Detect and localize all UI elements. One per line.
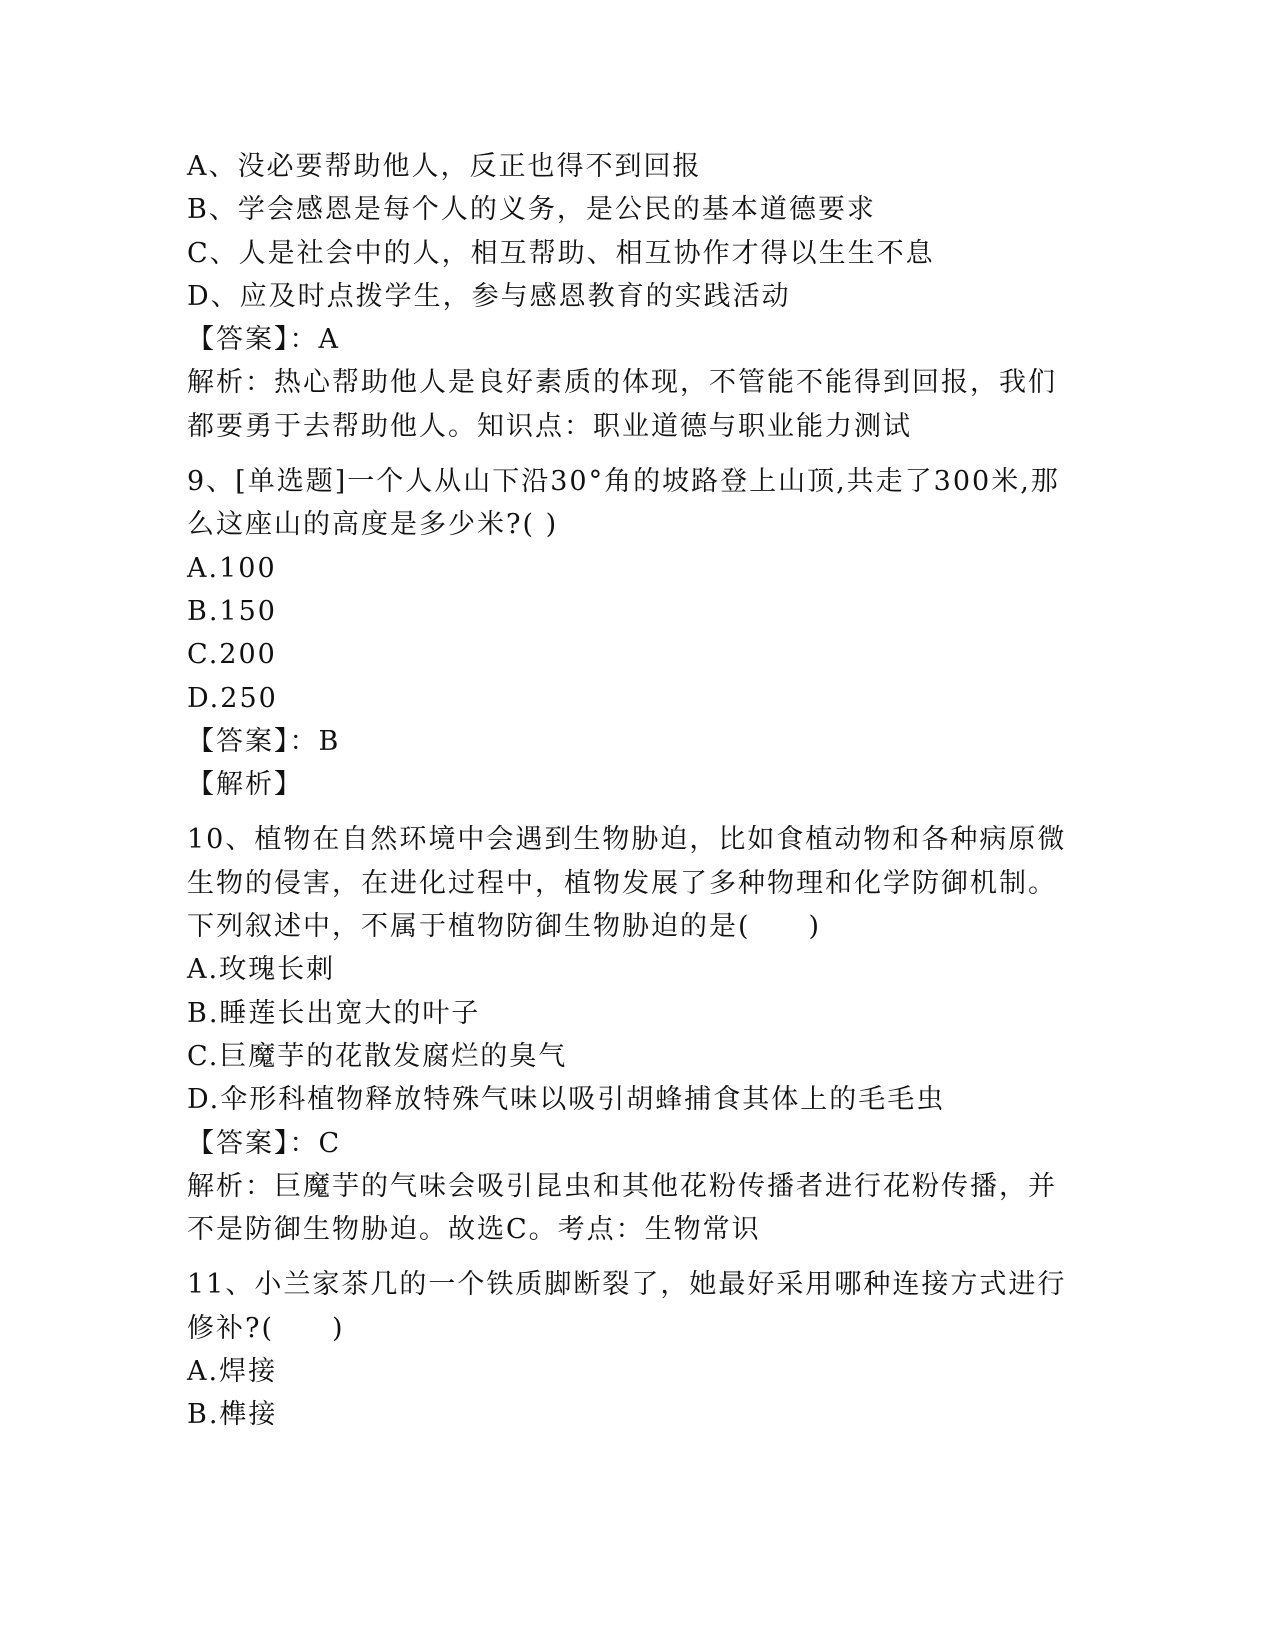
q9-answer: 【答案】：B bbox=[187, 725, 341, 757]
q9-question-line-1: 9、[单选题]一个人从山下沿30°角的坡路登上山顶,共走了300米,那 bbox=[187, 466, 1060, 498]
q8-option-d: D、应及时点拨学生，参与感恩教育的实践活动 bbox=[187, 280, 791, 312]
q8-answer: 【答案】：A bbox=[187, 324, 340, 356]
q8-analysis-line-2: 都要勇于去帮助他人。知识点：职业道德与职业能力测试 bbox=[187, 410, 912, 442]
q10-analysis-line-2: 不是防御生物胁迫。故选C。考点：生物常识 bbox=[187, 1214, 761, 1246]
question-8-block bbox=[187, 145, 1087, 448]
q10-question-line-1: 10、植物在自然环境中会遇到生物胁迫，比如食植动物和各种病原微 bbox=[187, 824, 1067, 856]
q9-option-b: B.150 bbox=[187, 595, 277, 627]
q10-answer: 【答案】：C bbox=[187, 1127, 342, 1159]
q10-question-line-2: 生物的侵害，在进化过程中，植物发展了多种物理和化学防御机制。 bbox=[187, 867, 1057, 899]
q8-option-a: A、没必要帮助他人，反正也得不到回报 bbox=[187, 151, 702, 182]
q11-question-line-1: 11、小兰家茶几的一个铁质脚断裂了，她最好采用哪种连接方式进行 bbox=[187, 1269, 1067, 1301]
q9-analysis-label: 【解析】 bbox=[187, 769, 303, 801]
q10-option-b: B.睡莲长出宽大的叶子 bbox=[187, 997, 481, 1029]
q9-option-a: A.100 bbox=[187, 552, 277, 584]
q9-option-d: D.250 bbox=[187, 682, 278, 714]
question-9-block bbox=[187, 460, 1087, 806]
q8-option-b: B、学会感恩是每个人的义务，是公民的基本道德要求 bbox=[187, 194, 876, 226]
q10-analysis-line-1: 解析：巨魔芋的气味会吸引昆虫和其他花粉传播者进行花粉传播，并 bbox=[187, 1170, 1057, 1202]
q10-option-c: C.巨魔芋的花散发腐烂的臭气 bbox=[187, 1040, 568, 1072]
q11-option-b: B.榫接 bbox=[187, 1399, 278, 1431]
q8-analysis-line-1: 解析：热心帮助他人是良好素质的体现，不管能不能得到回报，我们 bbox=[187, 367, 1057, 399]
q9-option-c: C.200 bbox=[187, 639, 277, 671]
q10-option-d: D.伞形科植物释放特殊气味以吸引胡蜂捕食其体上的毛毛虫 bbox=[187, 1084, 946, 1116]
q11-option-a: A.焊接 bbox=[187, 1356, 278, 1388]
q10-option-a: A.玫瑰长刺 bbox=[187, 954, 336, 986]
q8-option-c: C、人是社会中的人，相互帮助、相互协作才得以生生不息 bbox=[187, 237, 935, 269]
q10-question-line-3: 下列叙述中，不属于植物防御生物胁迫的是( ) bbox=[187, 911, 822, 943]
question-11-block bbox=[187, 1263, 1087, 1436]
question-10-block bbox=[187, 818, 1087, 1251]
q11-question-line-2: 修补?( ) bbox=[187, 1312, 345, 1344]
document-content bbox=[187, 145, 1087, 1437]
q9-question-line-2: 么这座山的高度是多少米?( ) bbox=[187, 509, 559, 541]
